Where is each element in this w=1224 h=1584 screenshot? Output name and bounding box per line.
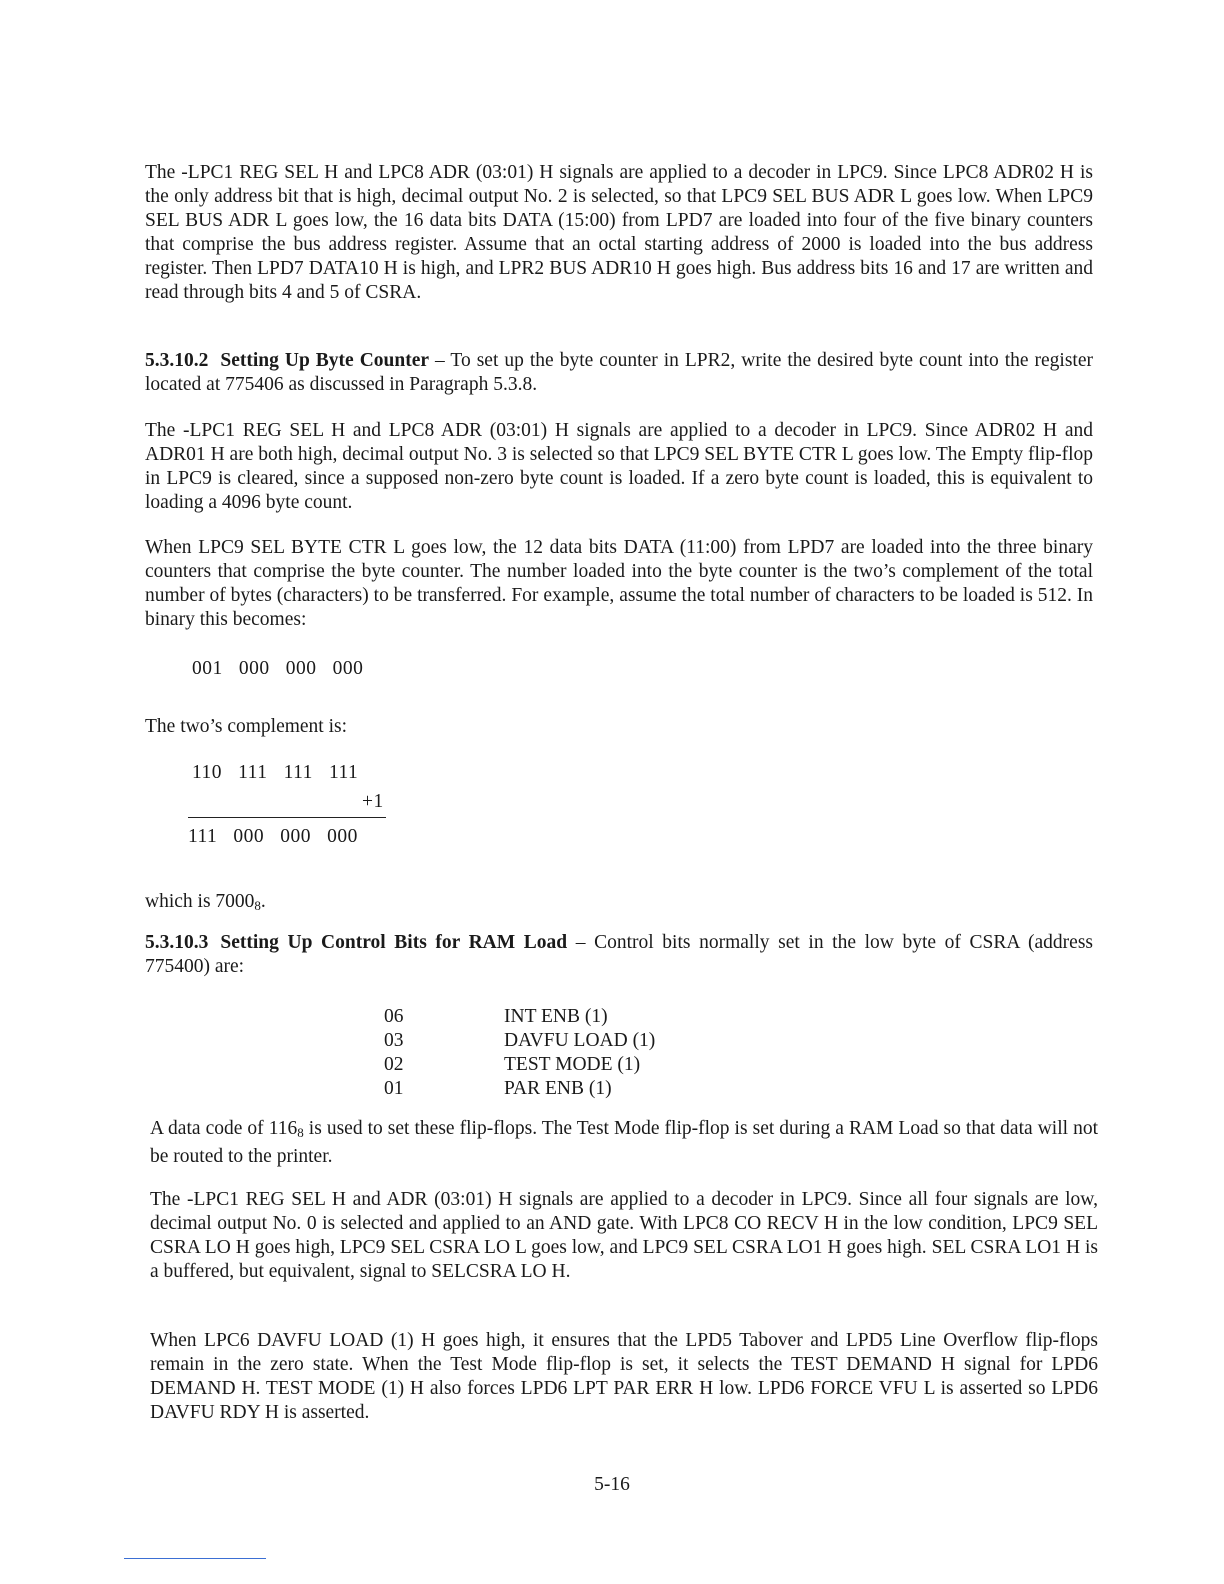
bit-number: 02 — [384, 1054, 404, 1075]
data-code-rest: is used to set these flip-flops. The Test Mode flip-flop is set during a RAM Load so that data will not be routed to the printer. — [150, 1118, 1098, 1167]
octal-text: which is 7000 — [145, 891, 255, 912]
octal-period: . — [260, 891, 266, 912]
section-title: Setting Up Control Bits for RAM Load — [220, 932, 568, 953]
data-code-text: A data code of 116 — [150, 1118, 298, 1139]
data-code-subscript: 8 — [297, 1125, 304, 1140]
control-bit-row — [384, 1053, 655, 1077]
section-number: 5.3.10.2 — [145, 350, 209, 371]
binary-512: 001 000 000 000 — [192, 658, 364, 679]
paragraph-twos-complement-label: The two’s complement is: — [145, 716, 348, 737]
binary-ones-complement: 110 111 111 111 — [192, 762, 359, 783]
control-bits-table — [384, 1005, 655, 1101]
bottom-link-underline — [124, 1558, 266, 1559]
bit-number: 03 — [384, 1030, 404, 1051]
octal-subscript: 8 — [254, 898, 261, 913]
paragraph-data-code — [150, 1117, 1098, 1169]
bit-name: INT ENB (1) — [504, 1006, 608, 1027]
binary-plus-one: +1 — [362, 791, 384, 812]
control-bit-row — [384, 1077, 655, 1101]
page-number: 5-16 — [594, 1474, 630, 1495]
section-number: 5.3.10.3 — [145, 932, 209, 953]
binary-result: 111 000 000 000 — [188, 826, 358, 847]
paragraph-davfu-load: When LPC6 DAVFU LOAD (1) H goes high, it ensures that the LPD5 Tabover and LPD5 Line Overflow flip-flops remain in the zero state. When the Test Mode flip-flop is set, it selects the TEST DEMAND H signal for LPD6 DEMAND H. TEST MODE (1) H also forces LPD6 LPT PAR ERR H low. LPD6 FORCE VFU L is asserted so LPD6 DAVFU RDY H is asserted. — [150, 1330, 1098, 1423]
section-text: – Control bits normally set in the low byte of CSRA (address 775400) are: — [145, 932, 1093, 977]
section-5-3-10-2 — [145, 349, 1093, 397]
bit-name: TEST MODE (1) — [504, 1054, 641, 1075]
paragraph-byte-counter-decoder: The -LPC1 REG SEL H and LPC8 ADR (03:01) H signals are applied to a decoder in LPC9. Since ADR02 H and ADR01 H are both high, decimal output No. 3 is selected so that LPC9 SEL BYTE CTR L goes low. The Empty flip-flop in LPC9 is cleared, since a supposed non-zero byte count is loaded. If a zero byte count is loaded, this is equivalent to loading a 4096 byte count. — [145, 420, 1093, 513]
section-5-3-10-3 — [145, 931, 1093, 979]
section-text: – To set up the byte counter in LPR2, write the desired byte count into the register located at 775406 as discussed in Paragraph 5.3.8. — [145, 350, 1093, 395]
bit-name: DAVFU LOAD (1) — [504, 1030, 656, 1051]
paragraph-csra-decoder: The -LPC1 REG SEL H and ADR (03:01) H signals are applied to a decoder in LPC9. Since all four signals are low, decimal output No. 0 is selected and applied to an AND gate. With LPC8 CO RECV H in the low condition, LPC9 SEL CSRA LO H goes high, LPC9 SEL CSRA LO L goes low, and LPC9 SEL CSRA LO1 H goes high. SEL CSRA LO1 H is a buffered, but equivalent, signal to SELCSRA LO H. — [150, 1189, 1098, 1282]
bit-number: 06 — [384, 1006, 404, 1027]
sum-rule — [188, 817, 386, 818]
control-bit-row — [384, 1029, 655, 1053]
section-title: Setting Up Byte Counter — [220, 350, 430, 371]
paragraph-octal-result — [145, 890, 1093, 918]
bit-number: 01 — [384, 1078, 404, 1099]
control-bit-row — [384, 1005, 655, 1029]
paragraph-bus-address: The -LPC1 REG SEL H and LPC8 ADR (03:01) H signals are applied to a decoder in LPC9. Since LPC8 ADR02 H is the only address bit that is high, decimal output No. 2 is selected, so that LPC9 SEL BUS ADR L goes low. When LPC9 SEL BUS ADR L goes low, the 16 data bits DATA (15:00) from LPD7 are loaded into four of the five binary counters that comprise the bus address register. Assume that an octal starting address of 2000 is loaded into the bus address register. Then LPD7 DATA10 H is high, and LPR2 BUS ADR10 H goes high. Bus address bits 16 and 17 are written and read through bits 4 and 5 of CSRA. — [145, 162, 1093, 303]
bit-name: PAR ENB (1) — [504, 1078, 612, 1099]
paragraph-twos-complement: When LPC9 SEL BYTE CTR L goes low, the 12 data bits DATA (11:00) from LPD7 are loaded into the three binary counters that comprise the byte counter. The number loaded into the byte counter is the two’s complement of the total number of bytes (characters) to be transferred. For example, assume the total number of characters to be loaded is 512. In binary this becomes: — [145, 537, 1093, 630]
